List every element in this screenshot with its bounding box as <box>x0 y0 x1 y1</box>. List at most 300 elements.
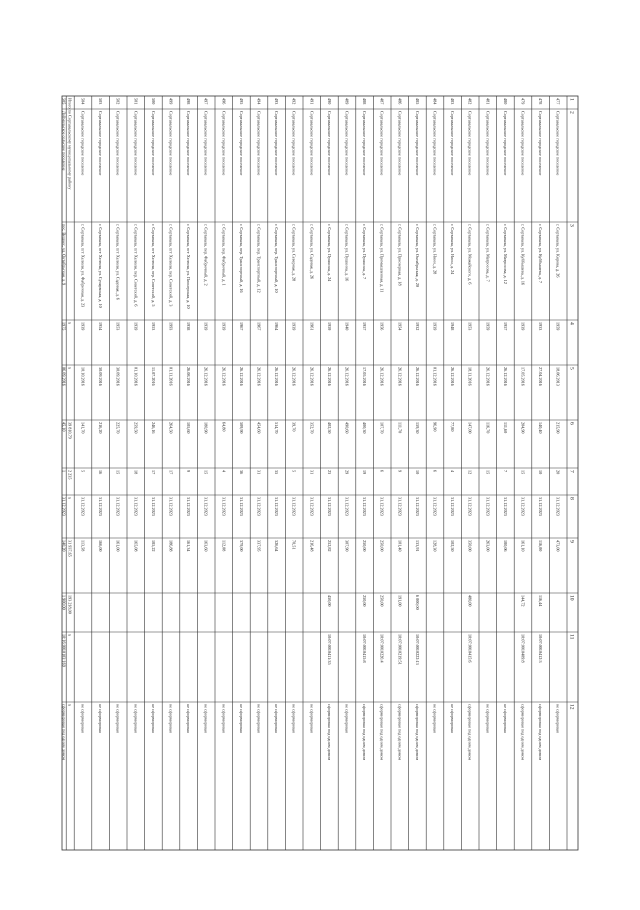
column-number-5: 5 <box>568 367 575 370</box>
cell-status: не сформирован <box>432 704 438 733</box>
cell-area: 39,70 <box>291 422 297 432</box>
cell-deadline: 31.12.2023 <box>502 497 508 516</box>
cell-n: 505 <box>61 98 67 105</box>
cell-area: 246,16 <box>150 422 156 434</box>
cell-address: г. Сортавала, пер. Фабричный, д. 1 <box>221 224 227 286</box>
cell-area: 64,80 <box>221 422 227 432</box>
cell-area: 215,90 <box>555 422 561 434</box>
cell-n: 495 <box>238 98 244 105</box>
cell-n: 479 <box>520 98 526 105</box>
cell-c9: 337,95 <box>256 540 262 552</box>
cell-settlement: Сортавальское городское поселение <box>115 111 121 176</box>
cell-year: 1967 <box>256 322 262 331</box>
cell-date: 01.10.2016 <box>133 367 139 386</box>
cell-address: г. Сортавала, ул. Пушкина, д. 7 <box>362 224 368 280</box>
cell-people: 16 <box>98 470 104 475</box>
cell-deadline: 31.12.2023 <box>115 497 121 516</box>
cell-address: г. Сортавала, ул. Садовая, д. 26 <box>309 224 315 280</box>
cell-area: 147,00 <box>467 422 473 434</box>
cell-area: 264,50 <box>168 422 174 434</box>
cell-area: 225,70 <box>115 422 121 434</box>
cell-area: 107,70 <box>379 422 385 434</box>
cell-address: г. Сортавала, пгт Хелюля, ул. Суоярвская, д. 10 <box>98 224 104 308</box>
cell-address: г. Сортавала, ул. Можайского, д. 6 <box>467 224 473 285</box>
cell-settlement: Сортавальское городское поселение <box>362 111 368 176</box>
cell-date: 26.12.2016 <box>397 367 403 386</box>
cell-n: 491 <box>309 98 315 105</box>
cell-settlement: Сортавальское городское поселение <box>186 111 192 176</box>
cell-year: 1939 <box>432 322 438 331</box>
cell-people: 23 <box>326 470 332 475</box>
cell-settlement: Сортавальское городское поселение <box>256 111 262 176</box>
cell-deadline: 31.12.2023 <box>432 497 438 516</box>
cell-address: г. Сортавала, ул. Матросова, д. 12 <box>502 224 508 284</box>
cell-status: сформирован под одним домом <box>397 704 403 761</box>
cell-c11: 10:07:0010415:8 <box>362 634 368 663</box>
cell-c11: 10:07:0010411:35 <box>326 634 332 665</box>
cell-settlement: Сортавальское городское поселение <box>397 111 403 176</box>
cell-people: 35 <box>274 470 280 475</box>
cell-deadline: 31.12.2023 <box>150 497 156 516</box>
cell-status: не сформирован <box>133 704 139 733</box>
cell-date: 26.12.2016 <box>414 367 420 386</box>
cell-people: 9 <box>186 470 192 473</box>
cell-date: 26.12.2016 <box>485 367 491 386</box>
cell-people: 29 <box>344 470 350 475</box>
total-label: Итого по Сортавальскому муниципальному району <box>67 98 73 190</box>
cell-deadline: 31.12.2023 <box>450 497 456 516</box>
cell-year: 1975 <box>61 322 67 331</box>
cell-year: 1957 <box>362 322 368 331</box>
column-number-10: 10 <box>568 595 575 601</box>
cell-year: 1953 <box>115 322 121 331</box>
cell-address: г. Сортавала, пгт Хелюля, пер. Советский, д. 5 <box>150 224 156 307</box>
cell-address: г. Сортавала, ул. Пушкина, д. 16 <box>344 224 350 282</box>
cell-settlement: Сортавальское городское поселение <box>485 111 491 176</box>
cell-address: г. Сортавала, ул. Куйбышева, д. 16 <box>520 224 526 286</box>
cell-date: 26.12.2016 <box>379 367 385 386</box>
cell-status: не сформирован <box>502 704 508 733</box>
cell-date: 26.12.2016 <box>344 367 350 386</box>
cell-deadline: 31.12.2023 <box>326 497 332 516</box>
cell-n: 490 <box>326 98 332 105</box>
cell-year: 1940 <box>344 322 350 331</box>
cell-people: 19 <box>362 470 368 475</box>
cell-c9: 379,00 <box>238 540 244 552</box>
cell-year: 1939 <box>520 322 526 331</box>
cell-deadline: 31.12.2023 <box>274 497 280 516</box>
cell-area: 180,90 <box>203 422 209 434</box>
total-status: x <box>67 704 73 707</box>
table-frame <box>62 96 578 850</box>
cell-year: 1993 <box>168 322 174 331</box>
cell-settlement: Сортавальское городское поселение <box>538 111 544 176</box>
cell-date: 26.12.2016 <box>221 367 227 386</box>
cell-date: 01.12.2016 <box>432 367 438 386</box>
cell-n: 499 <box>168 98 174 105</box>
cell-c11: 10:07:0010219:51 <box>397 634 403 665</box>
cell-date: 30.09.2016 <box>115 367 121 386</box>
cell-date: 18.06.2013 <box>555 367 561 386</box>
cell-date: 26.08.2016 <box>186 367 192 386</box>
cell-deadline: 31.12.2023 <box>221 497 227 516</box>
cell-people: 4 <box>221 470 227 473</box>
cell-deadline: 31.12.2023 <box>98 497 104 516</box>
cell-c10: 250,00 <box>362 595 368 607</box>
cell-settlement: Сортавальское городское поселение <box>467 111 473 176</box>
cell-c9: 250,00 <box>362 540 368 552</box>
cell-date: 26.12.2016 <box>291 367 297 386</box>
cell-c9: 263,00 <box>485 540 491 552</box>
cell-status: не сформирован <box>309 704 315 733</box>
cell-people: 17 <box>150 470 156 475</box>
cell-n: 494 <box>256 98 262 105</box>
cell-c9: 252,82 <box>326 540 332 552</box>
column-number-3: 3 <box>568 224 575 227</box>
cell-n: 493 <box>274 98 280 105</box>
cell-area: 400,30 <box>362 422 368 434</box>
cell-deadline: 31.12.2023 <box>238 497 244 516</box>
cell-address: г. Сортавала, ул. Северная, д. 28 <box>291 224 297 282</box>
cell-date: 26.12.2016 <box>256 367 262 386</box>
cell-status: не сформирован <box>450 704 456 733</box>
cell-address: г. Сортавала, ул. Куйбышева, д. 7 <box>538 224 544 283</box>
cell-n: 498 <box>186 98 192 105</box>
column-number-7: 7 <box>568 470 575 473</box>
cell-year: 1957 <box>502 322 508 331</box>
cell-n: 480 <box>502 98 508 105</box>
cell-c10: 1 900,00 <box>61 595 67 610</box>
cell-c11: 10:07:0010412:3 <box>538 634 544 663</box>
cell-people: 7 <box>502 470 508 473</box>
cell-status: сформирован под одним домом <box>326 704 332 761</box>
cell-date: 01.11.2016 <box>168 367 174 386</box>
cell-n: 477 <box>555 98 561 105</box>
cell-c9: 350,00 <box>467 540 473 552</box>
cell-people: 36 <box>238 470 244 475</box>
cell-c9: 216,48 <box>309 540 315 552</box>
column-number-1: 1 <box>568 98 575 101</box>
total-c11: x <box>67 634 73 637</box>
cell-deadline: 31.12.2023 <box>538 497 544 516</box>
cell-year: 1961 <box>309 322 315 331</box>
cell-address: г. Сортавала, пгт Хелюля, ул. Фабричная, д. 23 <box>80 224 86 308</box>
cell-year: 1967 <box>238 322 244 331</box>
total-people: 2 235 <box>67 470 73 480</box>
cell-year: 1954 <box>98 322 104 331</box>
cell-status: сформирован под одним домом <box>538 704 544 761</box>
cell-n: 492 <box>291 98 297 105</box>
cell-deadline: 31.12.2023 <box>133 497 139 516</box>
cell-settlement: Сортавальское городское поселение <box>432 111 438 176</box>
cell-n: 504 <box>80 98 86 105</box>
cell-address: г. Сортавала, ул. Промышленная, д. 11 <box>379 224 385 293</box>
cell-settlement: Сортавальское городское поселение <box>291 111 297 176</box>
cell-date: 26.12.2016 <box>203 367 209 386</box>
column-number-12: 12 <box>568 704 575 710</box>
cell-status: не сформирован <box>221 704 227 733</box>
cell-c11: 10:07:0010226:4 <box>379 634 385 663</box>
cell-status: сформирован под одним домом <box>379 704 385 761</box>
cell-status: не сформирован <box>274 704 280 733</box>
cell-c11: 10:16:0010103:169 <box>61 634 67 667</box>
cell-settlement: Лоймольское сельское поселение <box>61 111 67 171</box>
cell-settlement: Сортавальское городское поселение <box>238 111 244 176</box>
cell-deadline: 31.12.2023 <box>186 497 192 516</box>
cell-n: 502 <box>115 98 121 105</box>
cell-area: 96,90 <box>432 422 438 432</box>
cell-c9: 473,00 <box>555 540 561 552</box>
cell-address: г. Сортавала, ул. Приозерная, д. 18 <box>397 224 403 286</box>
cell-deadline: 31.12.2023 <box>555 497 561 516</box>
column-number-6: 6 <box>568 422 575 425</box>
cell-year: 1956 <box>379 322 385 331</box>
cell-settlement: Сортавальское городское поселение <box>520 111 526 176</box>
cell-year: 1959 <box>326 322 332 331</box>
cell-c9: 116,00 <box>538 540 544 552</box>
cell-c9: 185,22 <box>150 540 156 552</box>
cell-address: г. Сортавала, пер. Фабричный, д. 2 <box>203 224 209 286</box>
cell-c9: 180,06 <box>502 540 508 552</box>
cell-status: не сформирован <box>80 704 86 733</box>
cell-deadline: 31.12.2023 <box>467 497 473 516</box>
cell-n: 503 <box>98 98 104 105</box>
cell-c9: 307,90 <box>344 540 350 552</box>
cell-area: 352,70 <box>309 422 315 434</box>
cell-deadline: 31.12.2023 <box>203 497 209 516</box>
cell-settlement: Сортавальское городское поселение <box>150 111 156 176</box>
cell-date: 11.07.2016 <box>150 367 156 386</box>
cell-people: 4 <box>450 470 456 473</box>
cell-people: 18 <box>133 470 139 475</box>
cell-status: сформирован под одним домом <box>520 704 526 761</box>
cell-area: 77,80 <box>450 422 456 432</box>
cell-date: 26.12.2016 <box>238 367 244 386</box>
cell-n: 478 <box>538 98 544 105</box>
total-deadline: x <box>67 497 73 500</box>
cell-date: 26.12.2016 <box>450 367 456 386</box>
cell-people: 1 <box>61 470 67 473</box>
cell-area: 490,60 <box>344 422 350 434</box>
cell-date: 27.04.2016 <box>538 367 544 386</box>
cell-year: 1939 <box>291 322 297 331</box>
total-area: 39 810,79 <box>67 422 73 439</box>
cell-area: 402,50 <box>326 422 332 434</box>
cell-n: 486 <box>397 98 403 105</box>
cell-area: 204,90 <box>520 422 526 434</box>
cell-deadline: 31.12.2023 <box>291 497 297 516</box>
cell-settlement: Сортавальское городское поселение <box>344 111 350 176</box>
total-c10: 193 218,00 <box>67 595 73 614</box>
cell-n: 488 <box>362 98 368 105</box>
cell-date: 26.12.2016 <box>326 367 332 386</box>
cell-status: не сформирован <box>291 704 297 733</box>
cell-address: г. Сортавала, ул. Октябрьская, д. 20 <box>414 224 420 287</box>
cell-n: 484 <box>432 98 438 105</box>
cell-n: 500 <box>150 98 156 105</box>
cell-year: 1953 <box>150 322 156 331</box>
cell-address: г. Сортавала, ул. Ниин, д. 28 <box>432 224 438 275</box>
cell-status: не сформирован <box>168 704 174 733</box>
cell-status: сформирован под одним домом <box>414 704 420 761</box>
total-year: x <box>67 322 73 325</box>
cell-c9: 161,00 <box>115 540 121 552</box>
cell-year: 1933 <box>538 322 544 331</box>
cell-area: 159,30 <box>414 422 420 434</box>
cell-c9: 101,40 <box>397 540 403 552</box>
cell-date: 30.09.2016 <box>98 367 104 386</box>
cell-people: 5 <box>80 470 86 473</box>
cell-year: 1939 <box>221 322 227 331</box>
cell-c11: 10:07:0010415:6 <box>467 634 473 663</box>
cell-address: г. Сортавала, пгт Хелюля, пер. Советский, д. 6 <box>133 224 139 307</box>
cell-n: 487 <box>379 98 385 105</box>
cell-c9: 166,00 <box>98 540 104 552</box>
cell-n: 481 <box>485 98 491 105</box>
cell-settlement: Сортавальское городское поселение <box>326 111 332 176</box>
cell-address: пос. Вешкес, ул. Октябрьская, д. 9 <box>61 224 67 286</box>
cell-year: 1948 <box>450 322 456 331</box>
cell-c10: 6 000,00 <box>414 595 420 610</box>
cell-people: 17 <box>168 470 174 475</box>
cell-year: 1939 <box>203 322 209 331</box>
cell-status: не сформирован <box>485 704 491 733</box>
cell-address: г. Сортавала, ул. Пушкина, д. 24 <box>326 224 332 282</box>
cell-c9: 161,10 <box>520 540 526 552</box>
cell-c9: 326,64 <box>274 540 280 552</box>
cell-people: 15 <box>115 470 121 475</box>
cell-settlement: Сортавальское городское поселение <box>379 111 385 176</box>
cell-settlement: Сортавальское городское поселение <box>80 111 86 176</box>
cell-settlement: Сортавальское городское поселение <box>274 111 280 176</box>
cell-status: сформирован под одним домом <box>61 704 67 761</box>
cell-date: 06.09.2016 <box>61 367 67 386</box>
cell-n: 501 <box>133 98 139 105</box>
total-date: x <box>67 367 73 370</box>
cell-area: 111,70 <box>397 422 403 434</box>
column-number-11: 11 <box>568 634 575 640</box>
cell-people: 9 <box>397 470 403 473</box>
cell-people: 15 <box>520 470 526 475</box>
cell-status: не сформирован <box>98 704 104 733</box>
cell-status: не сформирован <box>186 704 192 733</box>
cell-c9: 102,50 <box>450 540 456 552</box>
cell-c9: 186,88 <box>168 540 174 552</box>
cell-settlement: Сортавальское городское поселение <box>221 111 227 176</box>
cell-year: 1939 <box>133 322 139 331</box>
cell-date: 26.12.2016 <box>502 367 508 386</box>
cell-status: не сформирован <box>256 704 262 733</box>
cell-area: 116,70 <box>485 422 491 434</box>
cell-address: г. Сортавала, пгт Хелюля, ул. Садовая, д. 6 <box>115 224 121 300</box>
cell-settlement: Сортавальское городское поселение <box>203 111 209 176</box>
cell-status: не сформирован <box>344 704 350 733</box>
cell-year: 1959 <box>485 322 491 331</box>
cell-settlement: Сортавальское городское поселение <box>414 111 420 176</box>
cell-date: 17.05.2016 <box>362 367 368 386</box>
cell-deadline: 31.12.2023 <box>379 497 385 516</box>
cell-c9: 128,30 <box>432 540 438 552</box>
cell-date: 10.10.2016 <box>80 367 86 386</box>
cell-address: г. Сортавала, пер. Транспортный, д. 16 <box>238 224 244 293</box>
cell-settlement: Сортавальское городское поселение <box>168 111 174 176</box>
cell-settlement: Сортавальское городское поселение <box>502 111 508 176</box>
cell-address: г. Сортавала, пгт Хелюля, пер. Советский, д. 3 <box>168 224 174 307</box>
cell-deadline: 31.12.2023 <box>362 497 368 516</box>
cell-year: 1954 <box>397 322 403 331</box>
cell-people: 12 <box>467 470 473 475</box>
cell-deadline: 31.12.2023 <box>344 497 350 516</box>
cell-c9: 133,91 <box>414 540 420 552</box>
cell-people: 15 <box>203 470 209 475</box>
cell-deadline: 31.12.2023 <box>397 497 403 516</box>
total-c9: 31 937,65 <box>67 540 73 557</box>
cell-c9: 165,08 <box>133 540 139 552</box>
cell-n: 483 <box>450 98 456 105</box>
cell-area: 216,20 <box>98 422 104 434</box>
cell-address: г. Сортавала, пер. Транспортный, д. 12 <box>256 224 262 293</box>
cell-year: 1964 <box>274 322 280 331</box>
cell-n: 497 <box>203 98 209 105</box>
cell-people: 10 <box>414 470 420 475</box>
cell-deadline: 31.12.2023 <box>168 497 174 516</box>
cell-deadline: 31.12.2023 <box>520 497 526 516</box>
cell-year: 1938 <box>186 322 192 331</box>
column-number-2: 2 <box>568 111 575 114</box>
cell-area: 45,10 <box>61 422 67 432</box>
cell-date: 18.11.2016 <box>467 367 473 386</box>
cell-people: 5 <box>291 470 297 473</box>
cell-c9: 70,51 <box>291 540 297 550</box>
cell-c10: 480,00 <box>467 595 473 607</box>
table-grid <box>62 96 578 850</box>
cell-area: 140,40 <box>538 422 544 434</box>
cell-n: 489 <box>344 98 350 105</box>
cell-deadline: 31.12.2023 <box>80 497 86 516</box>
cell-settlement: Сортавальское городское поселение <box>450 111 456 176</box>
cell-c10: 144,72 <box>520 595 526 607</box>
cell-year: 1953 <box>467 322 473 331</box>
cell-status: не сформирован <box>555 704 561 733</box>
cell-c9: 250,00 <box>379 540 385 552</box>
cell-c10: 191,00 <box>397 595 403 607</box>
cell-address: г. Сортавала, ул. Кирова, д. 26 <box>555 224 561 278</box>
cell-deadline: 31.12.2023 <box>309 497 315 516</box>
cell-area: 514,70 <box>274 422 280 434</box>
cell-date: 17.05.2016 <box>520 367 526 386</box>
cell-c11: 10:07:0010409:8 <box>520 634 526 663</box>
cell-n: 496 <box>221 98 227 105</box>
cell-c10: 250,00 <box>379 595 385 607</box>
cell-n: 482 <box>467 98 473 105</box>
cell-address: г. Сортавала, ул. Матросова, д. 7 <box>485 224 491 282</box>
cell-status: сформирован под одним домом <box>362 704 368 761</box>
cell-area: 141,70 <box>80 422 86 434</box>
cell-c9: 163,60 <box>203 540 209 552</box>
cell-c10: 450,00 <box>326 595 332 607</box>
cell-year: 1939 <box>80 322 86 331</box>
cell-address: г. Сортавала, пер. Транспортный, д. 10 <box>274 224 280 293</box>
cell-year: 1959 <box>555 322 561 331</box>
cell-people: 6 <box>432 470 438 473</box>
cell-n: 485 <box>414 98 420 105</box>
cell-settlement: Сортавальское городское поселение <box>555 111 561 176</box>
cell-settlement: Сортавальское городское поселение <box>133 111 139 176</box>
cell-date: 26.12.2016 <box>274 367 280 386</box>
cell-people: 31 <box>309 470 315 475</box>
cell-area: 111,60 <box>502 422 508 434</box>
cell-deadline: 31.12.2023 <box>485 497 491 516</box>
